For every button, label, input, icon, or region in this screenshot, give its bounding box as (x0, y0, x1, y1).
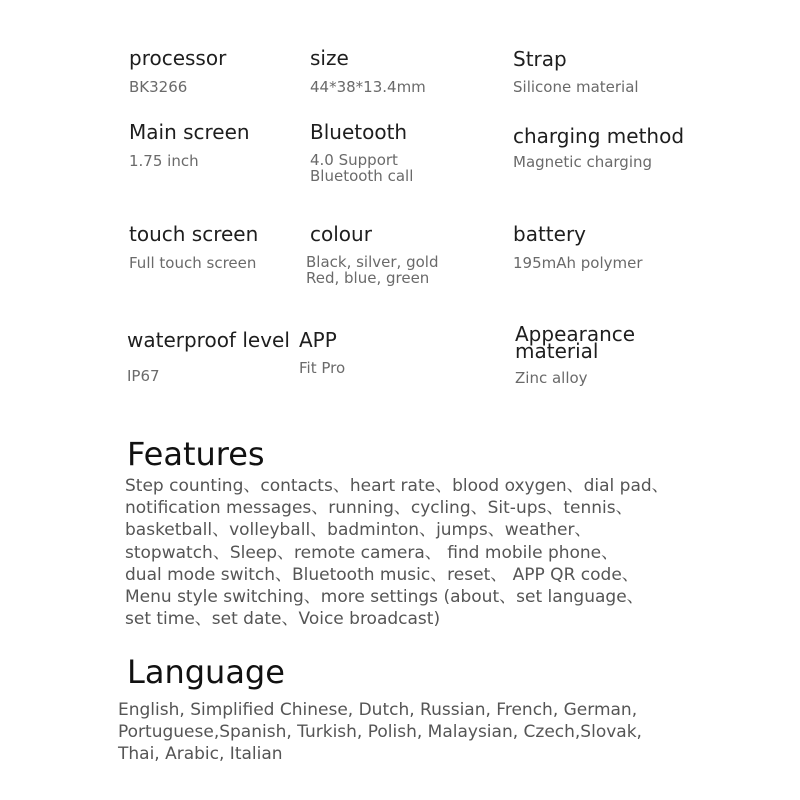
spec-size (310, 48, 426, 95)
spec-value: 44*38*13.4mm (310, 78, 426, 96)
spec-battery (513, 224, 643, 271)
spec-touch-screen (129, 224, 258, 271)
spec-bluetooth (310, 122, 413, 184)
spec-charging-method (513, 126, 684, 170)
spec-label: Appearance material (515, 322, 636, 363)
spec-app (299, 330, 345, 376)
spec-label: waterproof level (127, 328, 290, 352)
spec-value: IP67 (127, 367, 160, 385)
spec-label: charging method (513, 124, 685, 148)
spec-label: Strap (513, 47, 567, 71)
spec-label: APP (299, 328, 337, 352)
features-title: Features (127, 435, 265, 473)
features-text: Step counting、contacts、heart rate、blood oxygen、dial pad、 notification messages、running、cycling、Sit-ups、tennis、 basketball、volleyball、badminton、jumps、weather、 stopwatch、Sleep、remote camera、 find mobile phone、 dual mode switch、Bluetooth music、reset、 APP QR code、 Menu style switching、more settings (about、set language、 set time、set date、Voice broadcast) (125, 476, 669, 630)
spec-value: 1.75 inch (129, 152, 199, 170)
spec-label: Bluetooth (310, 120, 408, 144)
spec-value: Black, silver, gold Red, blue, green (306, 253, 439, 287)
spec-label: size (310, 46, 349, 70)
spec-value: Full touch screen (129, 254, 257, 272)
spec-waterproof-level (127, 330, 290, 384)
spec-strap (513, 49, 639, 95)
spec-value: BK3266 (129, 78, 188, 96)
spec-value: Silicone material (513, 78, 639, 96)
spec-label: touch screen (129, 222, 259, 246)
spec-value: 4.0 Support Bluetooth call (310, 151, 414, 185)
spec-value: Fit Pro (299, 359, 346, 377)
spec-main-screen (129, 122, 250, 169)
spec-colour (306, 222, 439, 287)
spec-label: battery (513, 222, 586, 246)
spec-value: Zinc alloy (515, 369, 588, 387)
spec-label: processor (129, 46, 227, 70)
spec-value: 195mAh polymer (513, 254, 643, 272)
spec-processor (129, 48, 226, 95)
spec-label: colour (310, 222, 372, 246)
spec-value: Magnetic charging (513, 153, 653, 171)
language-title: Language (127, 653, 285, 691)
spec-appearance-material (515, 322, 636, 387)
spec-label: Main screen (129, 120, 250, 144)
language-text: English, Simplified Chinese, Dutch, Russian, French, German, Portuguese,Spanish, Turkish, Polish, Malaysian, Czech,Slovak, Thai, Arabic, Italian (118, 700, 642, 765)
